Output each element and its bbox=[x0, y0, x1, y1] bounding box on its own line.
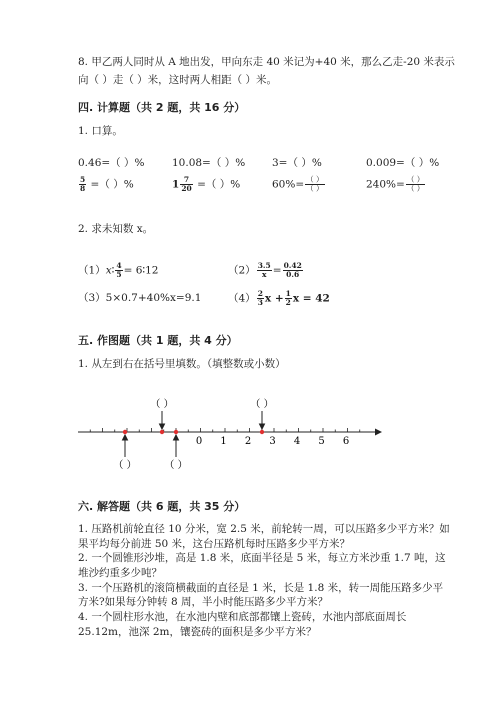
problem-line-8: 25.12m，池深 2m，镶瓷砖的面积是多少平方米？ bbox=[78, 626, 317, 638]
equation-2 bbox=[228, 262, 304, 279]
numerator: 3.5 bbox=[257, 261, 271, 270]
equation-1 bbox=[78, 262, 158, 279]
problem-line-5: 3. 一个压路机的滚筒横截面的直径是 1 米，长是 1.8 米，转一周能压路多少平 bbox=[78, 582, 444, 594]
oral-item-5 bbox=[78, 176, 134, 193]
problem-line-1: 1. 压路机前轮直径 10 分米，宽 2.5 米，前轮转一周，可以压路多少平方米？如 bbox=[78, 523, 450, 535]
denominator: 2 bbox=[285, 298, 291, 307]
problem-line-2: 果平均每分前进 50 米，这台压路机每时压路多少平方米？ bbox=[78, 538, 351, 550]
denominator: 5 bbox=[116, 270, 122, 279]
numerator: 0.42 bbox=[283, 261, 302, 270]
answer-blank-c: （ ） bbox=[164, 460, 188, 471]
equation-middle: x + bbox=[264, 292, 284, 305]
point-marker-a bbox=[123, 430, 127, 434]
equation-label: （1） bbox=[78, 264, 106, 277]
problem-line-6: 方米?如果每分钟转 8 周，半小时能压路多少平方米？ bbox=[78, 596, 328, 608]
fraction bbox=[285, 290, 292, 307]
tick-label-4: 4 bbox=[293, 436, 301, 447]
fraction bbox=[115, 262, 122, 279]
whole-part: 1 bbox=[172, 178, 180, 191]
answer-blank-d: （ ） bbox=[250, 399, 274, 410]
oral-head: 240%= bbox=[366, 178, 405, 191]
point-marker-b bbox=[160, 430, 164, 434]
oral-item-1: 0.46=（ ）% bbox=[78, 157, 145, 169]
denominator: （ ） bbox=[406, 184, 425, 193]
equation-3: （3）5×0.7+40%x=9.1 bbox=[78, 292, 202, 304]
denominator: x bbox=[261, 270, 267, 279]
oral-item-8 bbox=[366, 176, 426, 193]
problem-line-4: 堆沙约重多少吨？ bbox=[78, 567, 162, 579]
number-line bbox=[70, 395, 390, 475]
arrow-down-b bbox=[160, 411, 165, 429]
fraction bbox=[257, 290, 264, 307]
variable: x bbox=[105, 264, 112, 277]
numerator: （ ） bbox=[306, 175, 324, 184]
ratio-sign: ∶ bbox=[111, 264, 115, 277]
arrow-up-a bbox=[123, 435, 128, 457]
tick-label-6: 6 bbox=[342, 436, 350, 447]
oral-item-4: 0.009=（ ）% bbox=[366, 157, 440, 169]
q2-title: 2. 求未知数 x。 bbox=[78, 223, 154, 235]
oral-item-6 bbox=[172, 176, 240, 193]
arrow-up-c bbox=[174, 435, 179, 457]
numerator: 2 bbox=[257, 289, 263, 298]
problem-line-3: 2. 一个圆锥形沙堆，高是 1.8 米，底面半径是 5 米，每立方米沙重 1.7 吨，这 bbox=[78, 552, 446, 564]
tick-label-2: 2 bbox=[244, 436, 252, 447]
equation-4 bbox=[228, 290, 330, 307]
denominator: 0.6 bbox=[286, 270, 300, 279]
fraction bbox=[79, 176, 86, 193]
equation-rest: x = 42 bbox=[292, 292, 330, 305]
fraction bbox=[180, 176, 192, 193]
numerator: （ ） bbox=[406, 175, 425, 184]
q1-title: 1. 口算。 bbox=[78, 125, 123, 137]
section-6-heading: 六. 解答题（共 6 题，共 35 分） bbox=[78, 500, 246, 513]
tick-label-3: 3 bbox=[269, 436, 276, 447]
fraction bbox=[305, 176, 324, 193]
numerator: 5 bbox=[80, 175, 86, 184]
tick-label-1: 1 bbox=[220, 436, 227, 447]
tick-label-0: 0 bbox=[195, 436, 203, 447]
fraction bbox=[406, 176, 425, 193]
q8-line-1: 8. 甲乙两人同时从 A 地出发，甲向东走 40 米记为+40 米，那么乙走-20 米表示 bbox=[78, 56, 455, 68]
oral-tail: =（ ）% bbox=[193, 178, 241, 191]
section-5-heading: 五. 作图题（共 1 题，共 4 分） bbox=[78, 334, 238, 347]
equation-label: （4） bbox=[228, 292, 256, 305]
denominator: 8 bbox=[80, 184, 86, 193]
point-marker-c bbox=[174, 430, 178, 434]
oral-tail: =（ ）% bbox=[87, 178, 134, 191]
denominator: 20 bbox=[181, 184, 192, 193]
oral-item-2: 10.08=（ ）% bbox=[172, 157, 246, 169]
tick-marks bbox=[90, 428, 360, 432]
fraction bbox=[257, 262, 272, 279]
tick-labels bbox=[196, 436, 349, 447]
equals-sign: = bbox=[272, 264, 282, 277]
answer-blank-b: （ ） bbox=[150, 399, 174, 410]
oral-item-7 bbox=[272, 176, 326, 193]
numerator: 4 bbox=[116, 261, 122, 270]
arrow-down-d bbox=[260, 411, 265, 429]
section-4-heading: 四. 计算题（共 2 题，共 16 分） bbox=[78, 101, 246, 114]
problem-line-7: 4. 一个圆柱形水池，在水池内壁和底部都镶上瓷砖，水池内部底面周长 bbox=[78, 611, 407, 623]
denominator: 3 bbox=[257, 298, 263, 307]
oral-head: 60%= bbox=[272, 178, 305, 191]
tick-label-5: 5 bbox=[318, 436, 325, 447]
point-marker-d bbox=[260, 430, 264, 434]
denominator: （ ） bbox=[306, 184, 324, 193]
numerator: 1 bbox=[285, 289, 291, 298]
oral-item-3: 3=（ ）% bbox=[272, 157, 322, 169]
arrow-head bbox=[375, 429, 382, 436]
fraction bbox=[283, 262, 303, 279]
equation-label: （2） bbox=[228, 264, 256, 277]
numerator: 7 bbox=[180, 176, 192, 185]
answer-blank-a: （ ） bbox=[113, 460, 137, 471]
q8-line-2: 向（ ）走（ ）米，这时两人相距（ ）米。 bbox=[78, 74, 278, 86]
equation-rest: = 6∶12 bbox=[123, 264, 159, 277]
q1-drawing-title: 1. 从左到右在括号里填数。（填整数或小数） bbox=[78, 358, 286, 370]
